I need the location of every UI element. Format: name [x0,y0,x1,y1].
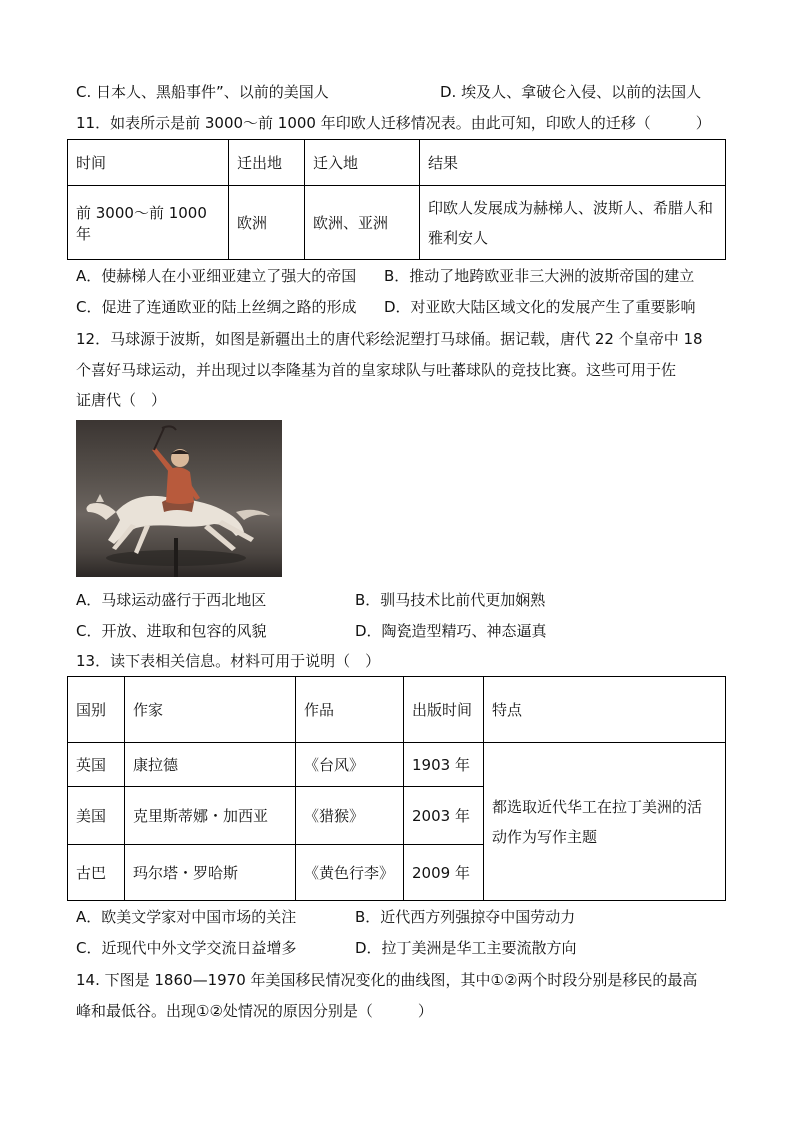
q11-option-a: A．使赫梯人在小亚细亚建立了强大的帝国 [76,267,357,285]
q14-stem-line: 14. 下图是 1860—1970 年美国移民情况变化的曲线图，其中①②两个时段分别是移民的最高 [76,971,698,989]
table-header-row [68,677,726,743]
result-line: 印欧人发展成为赫梯人、波斯人、希腊人和 [428,198,714,217]
table-row [68,743,726,787]
table-cell: 《黄色行李》 [296,845,404,901]
table-cell: 美国 [68,787,125,845]
q12-stem-line: 个喜好马球运动，并出现过以李隆基为首的皇家球队与吐蕃球队的竞技比赛。这些可用于佐 [76,361,677,379]
polo-figurine-photo [76,420,282,577]
feature-line: 都选取近代华工在拉丁美洲的活 [492,797,703,816]
q12-stem-line: 证唐代（ ） [76,391,167,409]
table-header-cell: 作品 [296,677,404,743]
table-cell: 克里斯蒂娜・加西亚 [125,787,296,845]
q13-option-a: A．欧美文学家对中国市场的关注 [76,908,297,926]
q11-stem: 11．如表所示是前 3000～前 1000 年印欧人迁移情况表。由此可知，印欧人的迁移（ ） [76,114,711,132]
table-header-cell: 迁入地 [305,140,420,186]
q12-option-c: C．开放、进取和包容的风貌 [76,622,267,640]
table-cell: 2009 年 [404,845,484,901]
table-header-cell: 国别 [68,677,125,743]
table-cell: 古巴 [68,845,125,901]
polo-horse-rider-image [76,420,282,577]
table-header-cell: 特点 [484,677,726,743]
q12-option-d: D．陶瓷造型精巧、神态逼真 [355,622,547,640]
q12-option-a: A．马球运动盛行于西北地区 [76,591,267,609]
table-header-cell: 作家 [125,677,296,743]
table-cell: 2003 年 [404,787,484,845]
q13-stem: 13．读下表相关信息。材料可用于说明（ ） [76,652,381,670]
table-header-row [68,140,726,186]
result-line: 雅利安人 [428,228,489,247]
q12-option-b: B．驯马技术比前代更加娴熟 [355,591,546,609]
q14-stem-line: 峰和最低谷。出现①②处情况的原因分别是（ ） [76,1002,433,1020]
table-cell: 《猎猴》 [296,787,404,845]
q11-option-b: B．推动了地跨欧亚非三大洲的波斯帝国的建立 [384,267,695,285]
table-cell-feature [484,743,726,901]
table-cell: 欧洲、亚洲 [305,186,420,260]
table-cell: 英国 [68,743,125,787]
q10-option-c: C. 日本人、黑船事件”、以前的美国人 [76,83,329,101]
q13-option-c: C．近现代中外文学交流日益增多 [76,939,297,957]
table-header-cell: 时间 [68,140,229,186]
table-header-cell: 结果 [420,140,726,186]
feature-line: 动作为写作主题 [492,827,598,846]
table-header-cell: 迁出地 [229,140,305,186]
table-cell: 欧洲 [229,186,305,260]
table-cell: 前 3000～前 1000 年 [68,186,229,260]
table-cell: 《台风》 [296,743,404,787]
q11-table [67,139,726,260]
q11-option-d: D．对亚欧大陆区域文化的发展产生了重要影响 [384,298,696,316]
table-cell [420,186,726,260]
table-cell: 康拉德 [125,743,296,787]
q13-option-b: B．近代西方列强掠夺中国劳动力 [355,908,576,926]
q13-table [67,676,726,901]
q10-option-d: D. 埃及人、拿破仑入侵、以前的法国人 [440,83,702,101]
q11-option-c: C．促进了连通欧亚的陆上丝绸之路的形成 [76,298,357,316]
table-cell: 玛尔塔・罗哈斯 [125,845,296,901]
table-header-cell: 出版时间 [404,677,484,743]
q13-option-d: D．拉丁美洲是华工主要流散方向 [355,939,577,957]
table-row [68,186,726,260]
q12-stem-line: 12．马球源于波斯，如图是新疆出土的唐代彩绘泥塑打马球俑。据记载，唐代 22 个皇帝中 18 [76,330,703,348]
table-cell: 1903 年 [404,743,484,787]
